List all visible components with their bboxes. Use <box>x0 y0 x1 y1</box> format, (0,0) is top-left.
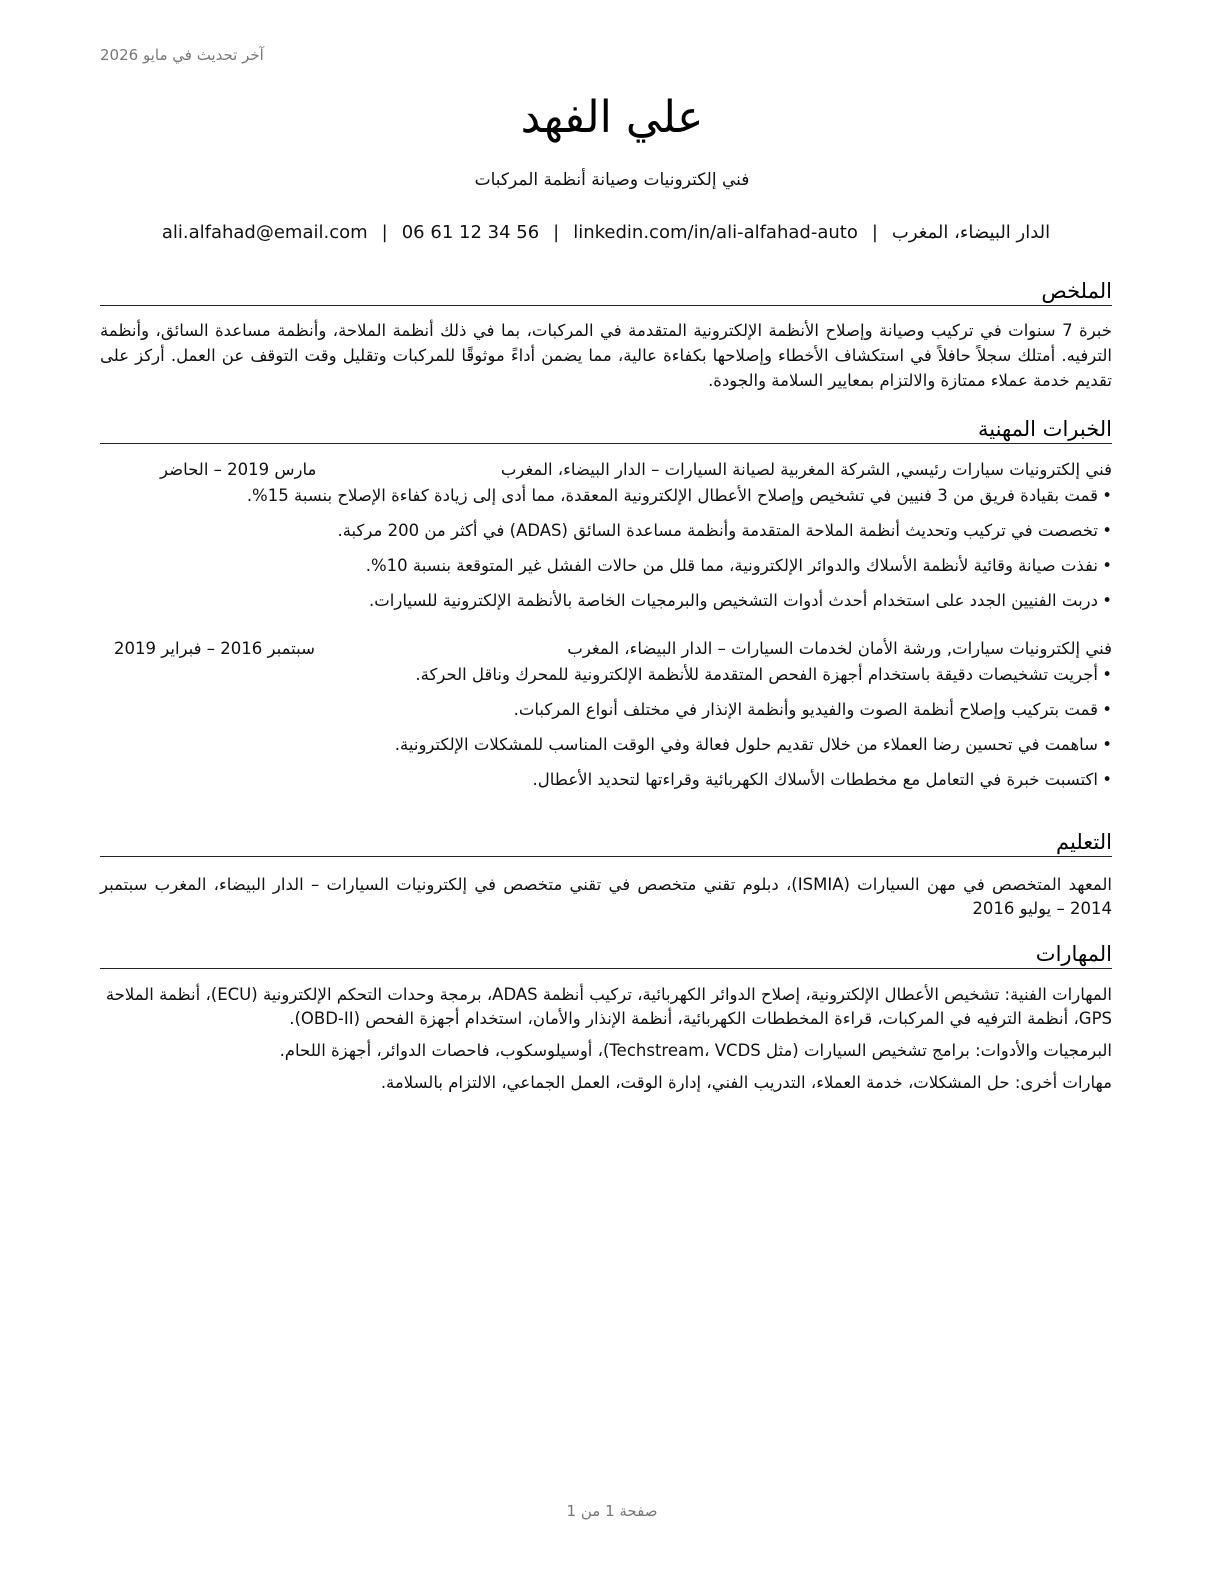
last-updated: آخر تحديث في مايو 2026 <box>100 46 264 64</box>
skills-section <box>100 941 1112 1095</box>
contact-location: الدار البيضاء، المغرب <box>891 222 1051 243</box>
contact-line <box>100 222 1112 243</box>
candidate-title: فني إلكترونيات وصيانة أنظمة المركبات <box>474 170 750 190</box>
list-item: • نفذت صيانة وقائية لأنظمة الأسلاك والدوائر الإلكترونية، مما قلل من حالات الفشل غير المتوقعة بنسبة 10%. <box>100 554 1112 578</box>
contact-separator: | <box>381 222 388 243</box>
job-dates: سبتمبر 2016 – فبراير 2019 <box>114 639 315 658</box>
list-item: • قمت بتركيب وإصلاح أنظمة الصوت والفيديو وأنظمة الإنذار في مختلف أنواع المركبات. <box>100 698 1112 722</box>
candidate-name: علي الفهد <box>520 92 704 143</box>
job-dates: مارس 2019 – الحاضر <box>160 460 317 479</box>
list-item: • اكتسبت خبرة في التعامل مع مخططات الأسلاك الكهربائية وقراءتها لتحديد الأعطال. <box>100 768 1112 792</box>
contact-separator: | <box>553 222 560 243</box>
job-role: فني إلكترونيات سيارات, ورشة الأمان لخدمات السيارات – الدار البيضاء، المغرب <box>567 639 1112 658</box>
job-entry <box>100 458 1112 613</box>
job-header <box>100 637 1112 661</box>
job-bullets <box>100 484 1112 613</box>
list-item: • دربت الفنيين الجدد على استخدام أحدث أدوات التشخيص والبرمجيات الخاصة بالأنظمة الإلكترونية للسيارات. <box>100 589 1112 613</box>
page-number: صفحة 1 من 1 <box>566 1502 658 1520</box>
section-heading: الخبرات المهنية <box>100 416 1112 444</box>
section-heading: المهارات <box>100 941 1112 969</box>
job-entry <box>100 637 1112 792</box>
list-item: • أجريت تشخيصات دقيقة باستخدام أجهزة الفحص المتقدمة للأنظمة الإلكترونية للمحرك وناقل الحركة. <box>100 663 1112 687</box>
list-item: • ساهمت في تحسين رضا العملاء من خلال تقديم حلول فعالة وفي الوقت المناسب للمشكلات الإلكترونية. <box>100 733 1112 757</box>
job-bullets <box>100 663 1112 792</box>
education-section <box>100 829 1112 921</box>
skills-software: البرمجيات والأدوات: برامج تشخيص السيارات (مثل Techstream، VCDS)، أوسيلوسكوب، فاحصات الدوائر، أجهزة اللحام. <box>279 1041 1112 1060</box>
list-item: • قمت بقيادة فريق من 3 فنيين في تشخيص وإصلاح الأعطال الإلكترونية المعقدة، مما أدى إلى زيادة كفاءة الإصلاح بنسبة 15%. <box>100 484 1112 508</box>
job-role: فني إلكترونيات سيارات رئيسي, الشركة المغربية لصيانة السيارات – الدار البيضاء، المغرب <box>500 460 1112 479</box>
job-header <box>100 458 1112 482</box>
contact-email[interactable]: ali.alfahad@email.com <box>161 222 368 243</box>
education-entry: المعهد المتخصص في مهن السيارات (ISMIA)، دبلوم تقني متخصص في تقني متخصص في إلكترونيات السيارات – الدار البيضاء، المغرب سبتمبر 2014 – يوليو 2016 <box>100 875 1112 918</box>
list-item: • تخصصت في تركيب وتحديث أنظمة الملاحة المتقدمة وأنظمة مساعدة السائق (ADAS) في أكثر من 200 مركبة. <box>100 519 1112 543</box>
section-heading: الملخص <box>100 278 1112 306</box>
skills-other: مهارات أخرى: حل المشكلات، خدمة العملاء، التدريب الفني، إدارة الوقت، العمل الجماعي، الالتزام بالسلامة. <box>380 1073 1112 1092</box>
contact-linkedin[interactable]: linkedin.com/in/ali-alfahad-auto <box>573 222 858 243</box>
experience-section <box>100 416 1112 792</box>
contact-phone: 06 61 12 34 56 <box>401 222 540 243</box>
summary-text: خبرة 7 سنوات في تركيب وصيانة وإصلاح الأنظمة الإلكترونية المتقدمة في المركبات، بما في ذلك أنظمة الملاحة، وأنظمة مساعدة السائق، وأنظمة الترفيه. أمتلك سجلاً حافلاً في استكشاف الأخطاء وإصلاحها بكفاءة عالية، مما يضمن أداءً موثوقًا للمركبات وتقليل وقت التوقف عن العمل. أركز على تقديم خدمة عملاء ممتازة والالتزام بمعايير السلامة والجودة. <box>100 321 1112 390</box>
contact-separator: | <box>871 222 878 243</box>
section-heading: التعليم <box>100 829 1112 857</box>
summary-section <box>100 278 1112 393</box>
skills-technical: المهارات الفنية: تشخيص الأعطال الإلكترونية، إصلاح الدوائر الكهربائية، تركيب أنظمة ADAS، برمجة وحدات التحكم الإلكترونية (ECU)، أنظمة الملاحة GPS، أنظمة الترفيه في المركبات، قراءة المخططات الكهربائية، أنظمة الإنذار والأمان، استخدام أجهزة الفحص (OBD-II). <box>105 985 1112 1028</box>
